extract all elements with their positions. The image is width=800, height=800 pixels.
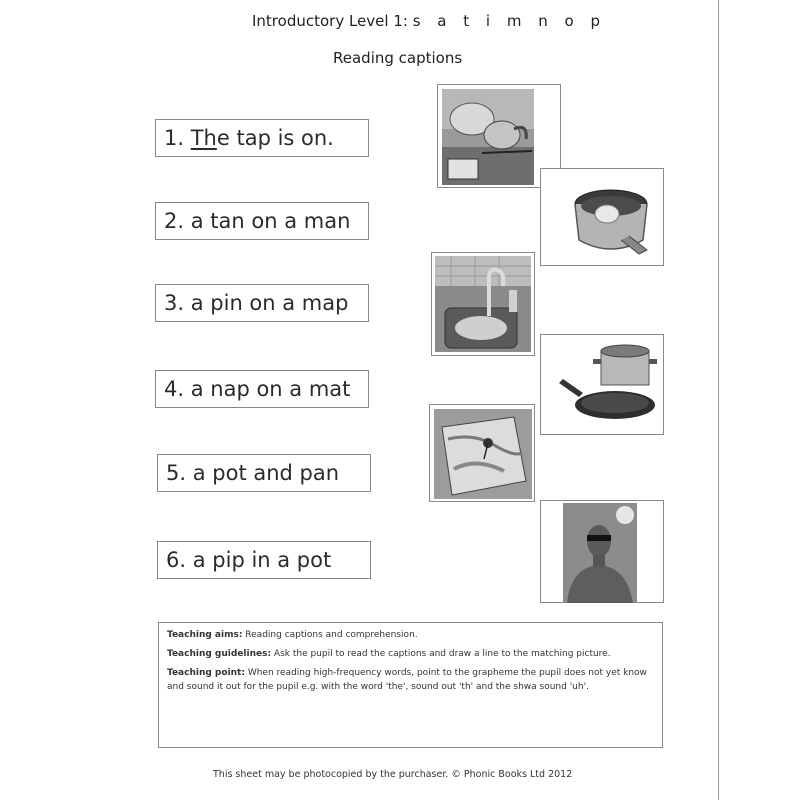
picture-frame-3[interactable] bbox=[431, 252, 535, 356]
copyright-footer: This sheet may be photocopied by the purchaser. © Phonic Books Ltd 2012 bbox=[213, 769, 573, 780]
page-edge-line bbox=[718, 0, 719, 800]
picture-frame-6[interactable] bbox=[540, 500, 664, 603]
teaching-aims: Teaching aims: Reading captions and comprehension. bbox=[167, 630, 418, 640]
page-title: Introductory Level 1: s a t i m n o p bbox=[252, 12, 606, 30]
sink-tap-illustration bbox=[435, 256, 531, 352]
teaching-point: Teaching point: When reading high-frequency words, point to the grapheme the pupil does not yet know and sound it out for the pupil e.g. with the word 'the', sound out 'th' and the shwa sound 'uh'. bbox=[167, 668, 647, 692]
picture-frame-2[interactable] bbox=[540, 168, 664, 266]
teaching-notes-box bbox=[158, 622, 663, 748]
tanned-man-illustration bbox=[563, 503, 637, 603]
caption-underlined-grapheme: Th bbox=[190, 126, 217, 150]
pin-map-illustration bbox=[434, 409, 532, 499]
saucepan-illustration bbox=[561, 174, 671, 262]
pot-and-pan-illustration bbox=[557, 343, 657, 431]
picture-frame-4[interactable] bbox=[540, 334, 664, 435]
caption-box-4[interactable]: 4. a nap on a mat bbox=[155, 370, 369, 408]
cup-kettle-illustration bbox=[442, 89, 534, 185]
teaching-guidelines: Teaching guidelines: Ask the pupil to read the captions and draw a line to the matching picture. bbox=[167, 649, 611, 659]
caption-box-2[interactable]: 2. a tan on a man bbox=[155, 202, 369, 240]
page-subtitle: Reading captions bbox=[333, 49, 463, 67]
title-letters: s a t i m n o p bbox=[412, 12, 606, 30]
picture-frame-5[interactable] bbox=[429, 404, 535, 502]
caption-box-3[interactable]: 3. a pin on a map bbox=[155, 284, 369, 322]
caption-box-1[interactable]: 1. The tap is on. bbox=[155, 119, 369, 157]
caption-box-6[interactable]: 6. a pip in a pot bbox=[157, 541, 371, 579]
caption-box-5[interactable]: 5. a pot and pan bbox=[157, 454, 371, 492]
